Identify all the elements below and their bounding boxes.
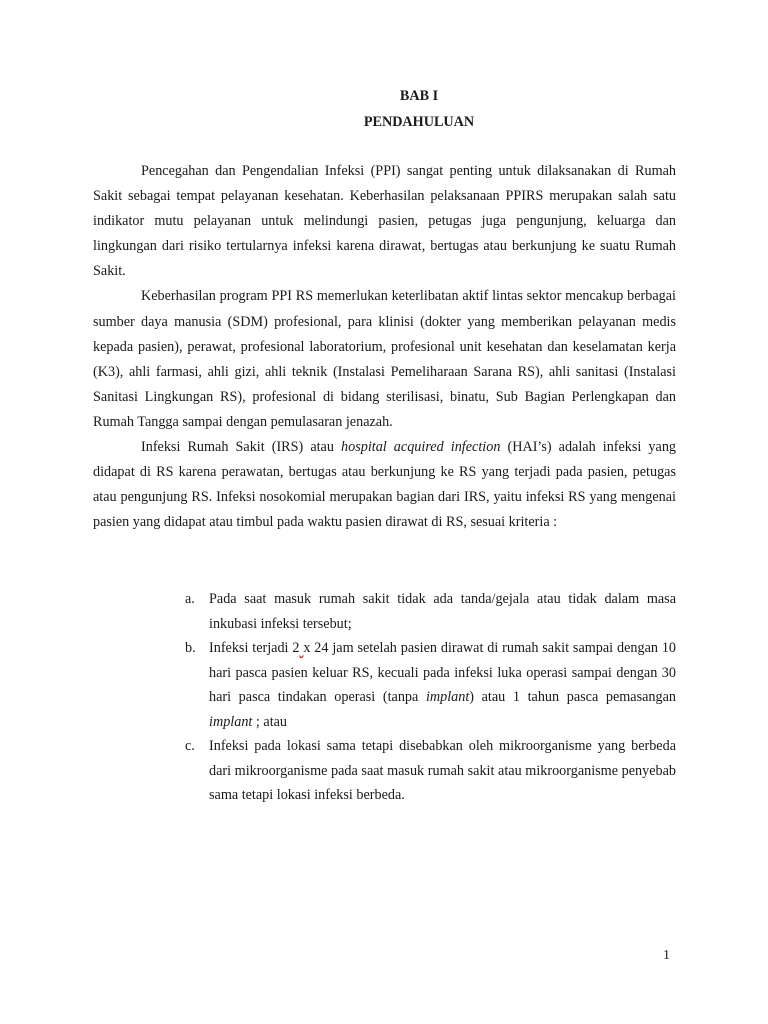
criteria-b-text-4: ; atau — [252, 713, 288, 730]
page-number: 1 — [663, 948, 670, 963]
criteria-item-text: Pada saat masuk rumah sakit tidak ada tanda/gejala atau tidak dalam masa inkubasi infeksi tersebut; — [209, 591, 676, 632]
paragraph-3-text-b: (HAI’s) adalah infeksi yang didapat di RS karena perawatan, bertugas atau berkunjung ke RS yang terjadi pada pasien, petugas atau pengunjung RS. Infeksi nosokomial merupakan bagian dari IRS, yaitu infeksi RS yang mengenai pasien yang didapat atau timbul pada waktu pasien dirawat di RS, sesuai kriteria : — [93, 439, 677, 531]
body-text — [93, 159, 676, 535]
paragraph-3 — [93, 435, 676, 535]
criteria-list — [185, 587, 676, 808]
criteria-item-a — [185, 587, 676, 636]
list-marker: c. — [185, 738, 195, 754]
criteria-item-text: Infeksi pada lokasi sama tetapi disebabkan oleh mikroorganisme yang berbeda dari mikroorganisme pada saat masuk rumah sakit atau mikroorganisme penyebab sama tetapi lokasi infeksi berbeda. — [209, 738, 676, 803]
paragraph-3-text-a: Infeksi Rumah Sakit (IRS) atau — [141, 439, 342, 456]
criteria-b-text-1: Infeksi terjadi 2 — [209, 640, 300, 656]
criteria-item-b — [185, 636, 676, 734]
criteria-item-c — [185, 734, 676, 808]
italic-implant: implant — [209, 713, 253, 730]
italic-implant: implant — [425, 689, 470, 705]
paragraph-1: Pencegahan dan Pengendalian Infeksi (PPI) sangat penting untuk dilaksanakan di Rumah Sakit sebagai tempat pelayanan kesehatan. Keberhasilan pelaksanaan PPIRS merupakan salah satu indikator mutu pelayanan untuk melindungi pasien, petugas juga pengunjung, keluarga dan lingkungan dari risiko tertularnya infeksi karena dirawat, bertugas atau berkunjung ke suatu Rumah Sakit. — [93, 163, 676, 280]
list-marker: a. — [185, 591, 195, 607]
criteria-b-text-2: x 24 jam setelah pasien dirawat di rumah sakit sampai dengan 10 hari pasca pasien keluar RS, kecuali pada infeksi luka operasi sampai dengan 30 hari pasca tindakan operasi (tanpa — [209, 640, 677, 705]
chapter-title: PENDAHULUAN — [363, 114, 475, 130]
list-marker: b. — [185, 640, 196, 656]
chapter-heading: BAB I — [399, 88, 439, 104]
paragraph-2: Keberhasilan program PPI RS memerlukan keterlibatan aktif lintas sektor mencakup berbagai sumber daya manusia (SDM) profesional, para klinisi (dokter yang memberikan pelayanan medis kepada pasien), perawat, profesional laboratorium, profesional unit kesehatan dan keselamatan kerja (K3), ahli farmasi, ahli gizi, ahli teknik (Instalasi Pemeliharaan Sarana RS), ahli sanitasi (Instalasi Sanitasi Lingkungan RS), profesional di bidang sterilisasi, binatu, Sub Bagian Perlengkapan dan Rumah Tangga sampai dengan pemulasaran jenazah. — [93, 288, 676, 430]
criteria-b-text-3: ) atau 1 tahun pasca pemasangan — [469, 689, 676, 705]
italic-term: hospital acquired infection — [341, 439, 501, 456]
